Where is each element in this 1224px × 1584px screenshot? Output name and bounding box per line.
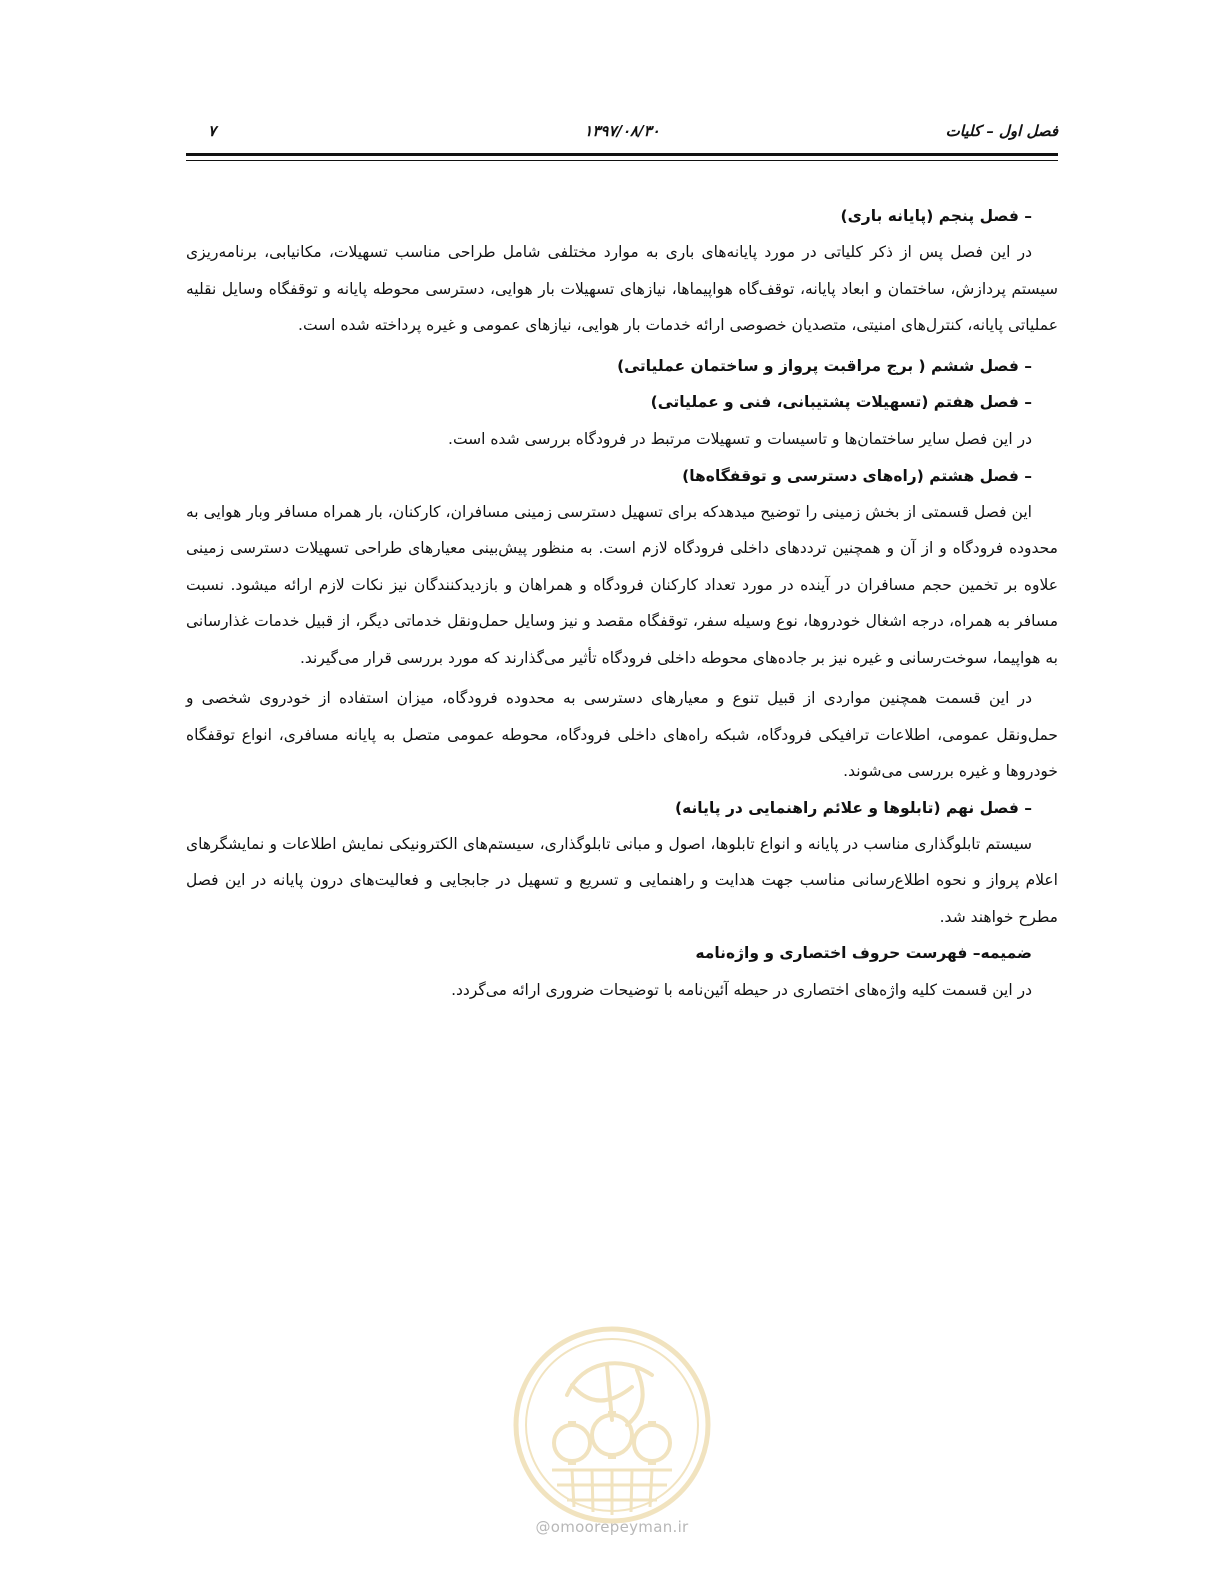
section-heading-chapter-6: – فصل ششم ( برج مراقبت پرواز و ساختمان عملیاتی) bbox=[617, 356, 1032, 375]
paragraph-chapter-5: در این فصل پس از ذکر کلیاتی در مورد پایانه‌های باری به موارد مختلفی شامل طراحی مناسب تسهیلات، مکانیابی، برنامه‌ریزی سیستم پردازش، ساختمان و ابعاد پایانه، توقف‌گاه هواپیماها، نیازهای تسهیلات بار هوایی، دسترسی محوطه پایانه و توقفگاه وسایل نقلیه عملیاتی پایانه، کنترل‌های امنیتی، متصدیان خصوصی ارائه خدمات بار هوایی، نیازهای عمومی و غیره پرداخته شده است. bbox=[186, 243, 1058, 334]
paragraph-chapter-8-a: این فصل قسمتی از بخش زمینی را توضیح میدهدکه برای تسهیل دسترسی زمینی مسافران، کارکنان، بار همراه مسافر وبار هوایی به محدوده فرودگاه و از آن و همچنین ترددهای داخلی فرودگاه لازم است. به منظور پیش‌بینی معیارهای طراحی تسهیلات دسترسی زمینی علاوه بر تخمین حجم مسافران در آینده در مورد تعداد کارکنان فرودگاه و همراهان و بازدیدکنندگان نیز نکات لازم ارائه میشود. نسبت مسافر به همراه، درجه اشغال خودروها، نوع وسیله سفر، توقفگاه مقصد و نیز وسایل حمل‌ونقل خدماتی دیگر، از قبیل خدمات غذارسانی به هواپیما، سوخت‌رسانی و غیره نیز بر جاده‌های محوطه داخلی فرودگاه تأثیر می‌گذارند که مورد بررسی قرار می‌گیرند. bbox=[186, 502, 1058, 667]
header-rule-thin bbox=[186, 160, 1058, 161]
section-heading-chapter-7: – فصل هفتم (تسهیلات پشتیبانی، فنی و عملیاتی) bbox=[650, 392, 1032, 411]
paragraph-chapter-9: سیستم تابلوگذاری مناسب در پایانه و انواع تابلوها، اصول و مبانی تابلوگذاری، سیستم‌های الکترونیکی نمایش اطلاعات و نمایشگرهای اعلام پرواز و نحوه اطلاع‌رسانی مناسب جهت هدایت و راهنمایی و تسریع و تسهیل در جابجایی و فعالیت‌های درون پایانه در این فصل مطرح خواهند شد. bbox=[186, 834, 1058, 926]
section-heading-appendix: ضمیمه– فهرست حروف اختصاری و واژه‌نامه bbox=[695, 944, 1032, 962]
paragraph-chapter-8-b: در این قسمت همچنین مواردی از قبیل تنوع و معیارهای دسترسی به محدوده فرودگاه، میزان استفاده از خودروی شخصی و حمل‌ونقل عمومی، اطلاعات ترافیکی فرودگاه، شبکه راه‌های داخلی فرودگاه، محوطه عمومی متصل به پایانه مسافری، انواع توقفگاه خودروها و غیره بررسی می‌شوند. bbox=[186, 689, 1058, 780]
watermark-logo bbox=[512, 1325, 712, 1525]
section-heading-chapter-9: – فصل نهم (تابلوها و علائم راهنمایی در پایانه) bbox=[675, 798, 1032, 817]
page-number: ۷ bbox=[208, 122, 217, 140]
watermark-url: @omoorepeyman.ir bbox=[535, 1518, 689, 1536]
paragraph-chapter-7: در این فصل سایر ساختمان‌ها و تاسیسات و تسهیلات مرتبط در فرودگاه بررسی شده است. bbox=[448, 429, 1032, 448]
section-heading-chapter-5: – فصل پنجم (پایانه باری) bbox=[840, 207, 1032, 225]
document-body bbox=[186, 198, 1058, 1009]
header-rule-thick bbox=[186, 153, 1058, 156]
section-heading-chapter-8: – فصل هشتم (راه‌های دسترسی و توقفگاه‌ها) bbox=[682, 466, 1032, 485]
header-date: ۱۳۹۷/۰۸/۳۰ bbox=[584, 122, 660, 140]
paragraph-appendix: در این قسمت کلیه واژه‌های اختصاری در حیطه آئین‌نامه با توضیحات ضروری ارائه می‌گردد. bbox=[451, 981, 1032, 999]
chapter-title: فصل اول – کلیات bbox=[945, 122, 1058, 140]
page-header bbox=[186, 120, 1058, 146]
